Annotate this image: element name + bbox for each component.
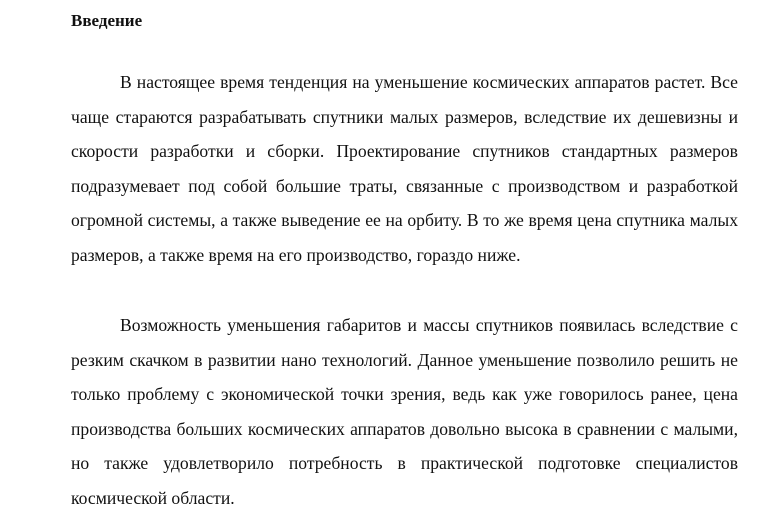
paragraph-2: Возможность уменьшения габаритов и массы спутников появилась вследствие с резким скачком в развитии нано технологий. Данное уменьшение позволило решить не только проблему с экономической точки зрения, ведь как уже говорилось ранее, цена производства больших космических аппаратов довольно высока в сравнении с малыми, но также удовлетворило потребность в практической подготовке специалистов космической области. [71,315,738,508]
paragraph-1: В настоящее время тенденция на уменьшение космических аппаратов растет. Все чаще стараются разрабатывать спутники малых размеров, вследствие их дешевизны и скорости разработки и сборки. Проектирование спутников стандартных размеров подразумевает под собой большие траты, связанные с производством и разработкой огромной системы, а также выведение ее на орбиту. В то же время цена спутника малых размеров, а также время на его производство, гораздо ниже. [71,72,738,265]
section-heading: Введение [71,11,143,30]
